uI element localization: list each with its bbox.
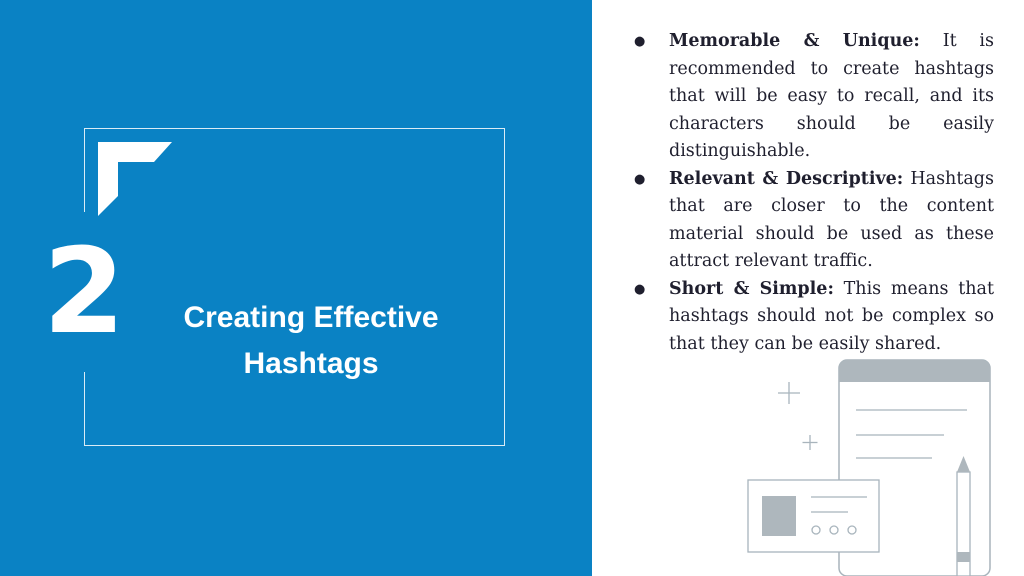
bullet-text: Hashtags that are closer to the content material should be used as these attract relevant traffic. [669,168,994,271]
sparkle-plus-icon [778,382,818,450]
bullet-dot-icon: ● [634,34,646,49]
bullet-item [632,28,994,166]
bullet-term: Memorable & Unique: [669,31,920,51]
bullet-term: Relevant & Descriptive: [669,168,904,189]
bullet-dot-icon: ● [634,171,646,187]
bullet-item [632,166,994,276]
card-icon [748,480,879,552]
document-pencil-illustration [740,356,1024,576]
bullet-dot-icon: ● [634,281,646,297]
section-title: Creating Effective Hashtags [183,301,439,380]
bullet-item [632,276,994,359]
bullet-term: Short & Simple: [669,278,834,299]
bullet-text: This means that hashtags should not be complex so that they can be easily shared. [669,278,994,354]
corner-bracket-icon [98,142,172,216]
bullet-list [632,28,994,358]
bullet-text: It is recommended to create hashtags that will be easy to recall, and its characters should be easily distinguishable. [669,31,994,161]
pencil-icon [957,456,970,576]
section-number: 2 [42,222,126,360]
